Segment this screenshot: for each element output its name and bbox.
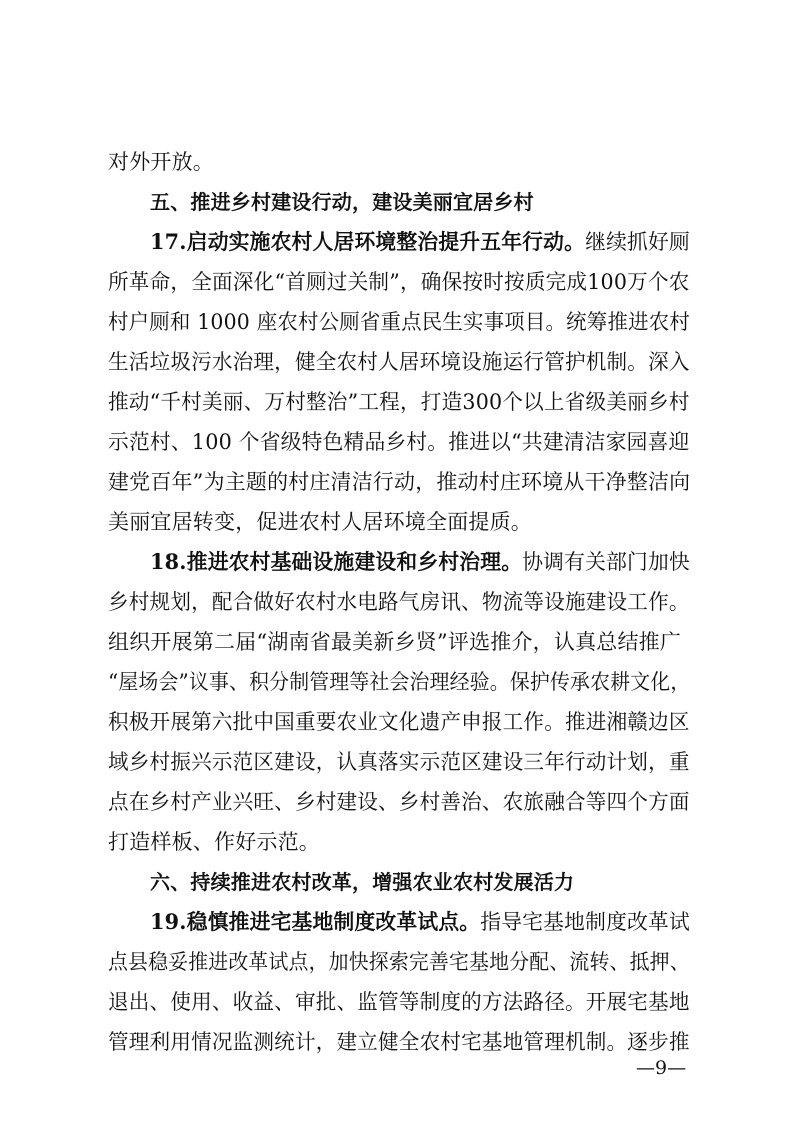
item-title-18: 18.推进农村基础设施建设和乡村治理。 xyxy=(150,549,523,574)
paragraph-line: 退出、使用、收益、审批、监管等制度的方法路径。开展宅基地 xyxy=(108,990,690,1014)
paragraph-line: 所革命，全面深化“首厕过关制”，确保按时按质完成100万个农 xyxy=(108,270,690,294)
paragraph-line: 对外开放。 xyxy=(108,150,214,174)
paragraph-line: 推动“千村美丽、万村整治”工程，打造300个以上省级美丽乡村 xyxy=(108,390,690,414)
section-heading-6: 六、持续推进农村改革，增强农业农村发展活力 xyxy=(150,870,575,894)
paragraph-line: 点县稳妥推进改革试点，加快探索完善宅基地分配、流转、抵押、 xyxy=(108,950,690,974)
paragraph-line: “屋场会”议事、积分制管理等社会治理经验。保护传承农耕文化， xyxy=(108,670,691,694)
paragraph-line: 建党百年”为主题的村庄清洁行动，推动村庄环境从干净整洁向 xyxy=(108,470,691,494)
paragraph-line: 域乡村振兴示范区建设，认真落实示范区建设三年行动计划，重 xyxy=(108,750,690,774)
paragraph-line: 村户厕和 1000 座农村公厕省重点民生实事项目。统筹推进农村 xyxy=(108,310,690,334)
item-title-17: 17.启动实施农村人居环境整治提升五年行动。 xyxy=(150,229,586,254)
paragraph-line: 19.稳慎推进宅基地制度改革试点。指导宅基地制度改革试 xyxy=(150,909,690,934)
paragraph-line: 管理利用情况监测统计，建立健全农村宅基地管理机制。逐步推 xyxy=(108,1030,690,1054)
paragraph-line: 打造样板、作好示范。 xyxy=(108,830,320,854)
item-title-19: 19.稳慎推进宅基地制度改革试点。 xyxy=(150,909,481,934)
paragraph-line: 积极开展第六批中国重要农业文化遗产申报工作。推进湘赣边区 xyxy=(108,710,690,734)
paragraph-line: 17.启动实施农村人居环境整治提升五年行动。继续抓好厕 xyxy=(150,229,690,254)
paragraph-line: 生活垃圾污水治理，健全农村人居环境设施运行管护机制。深入 xyxy=(108,350,690,374)
page-number: —9— xyxy=(636,1057,687,1079)
paragraph-line: 示范村、100 个省级特色精品乡村。推进以“共建清洁家园喜迎 xyxy=(108,430,690,454)
paragraph-line: 组织开展第二届“湖南省最美新乡贤”评选推介，认真总结推广 xyxy=(108,630,682,654)
paragraph-line: 乡村规划，配合做好农村水电路气房讯、物流等设施建设工作。 xyxy=(108,590,690,614)
paragraph-line: 18.推进农村基础设施建设和乡村治理。协调有关部门加快 xyxy=(150,549,690,574)
section-heading-5: 五、推进乡村建设行动，建设美丽宜居乡村 xyxy=(150,190,534,214)
paragraph-line: 美丽宜居转变，促进农村人居环境全面提质。 xyxy=(108,510,532,534)
paragraph-line: 点在乡村产业兴旺、乡村建设、乡村善治、农旅融合等四个方面 xyxy=(108,790,690,814)
